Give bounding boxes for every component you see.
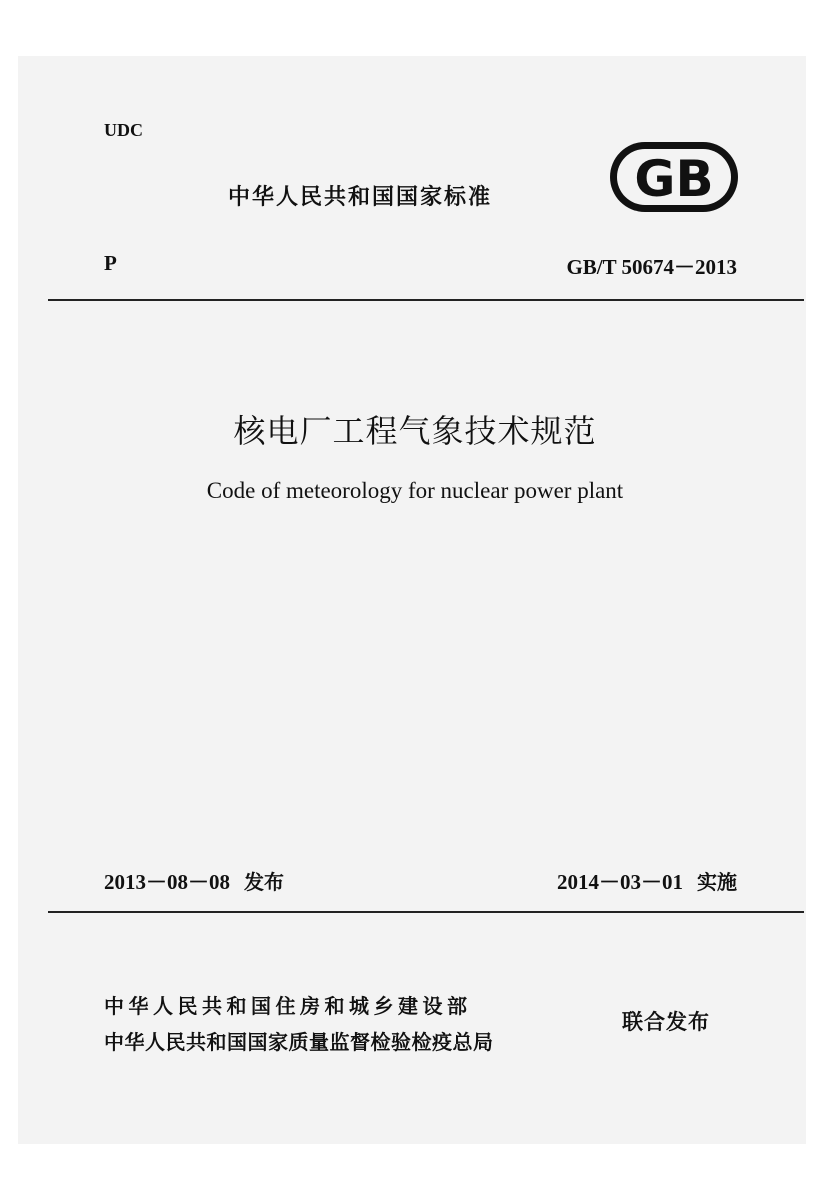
standard-number: GB/T 50674－2013	[566, 255, 737, 279]
joint-issue-label: 联合发布	[622, 1010, 710, 1034]
bottom-divider	[48, 911, 804, 913]
title-chinese: 核电厂工程气象技术规范	[233, 412, 597, 450]
gb-logo-icon	[608, 140, 740, 214]
implementation-date-block	[557, 866, 737, 896]
udc-label: UDC	[104, 120, 143, 140]
issue-label: 发布	[244, 870, 284, 894]
top-divider	[48, 299, 804, 301]
publishers-block	[104, 988, 494, 1060]
cover-page	[18, 56, 806, 1144]
implementation-date: 2014－03－01	[557, 870, 683, 894]
publisher-ministry-housing: 中华人民共和国住房和城乡建设部	[104, 994, 472, 1018]
gb-logo-text: GB	[634, 150, 714, 208]
issue-date: 2013－08－08	[104, 870, 230, 894]
publisher-aqsiq: 中华人民共和国国家质量监督检验检疫总局	[104, 1030, 494, 1054]
national-standard-title: 中华人民共和国国家标准	[228, 185, 493, 210]
title-english: Code of meteorology for nuclear power plant	[206, 478, 624, 503]
classification-code: P	[104, 251, 117, 275]
implementation-label: 实施	[697, 870, 737, 894]
issue-date-block	[104, 866, 284, 896]
